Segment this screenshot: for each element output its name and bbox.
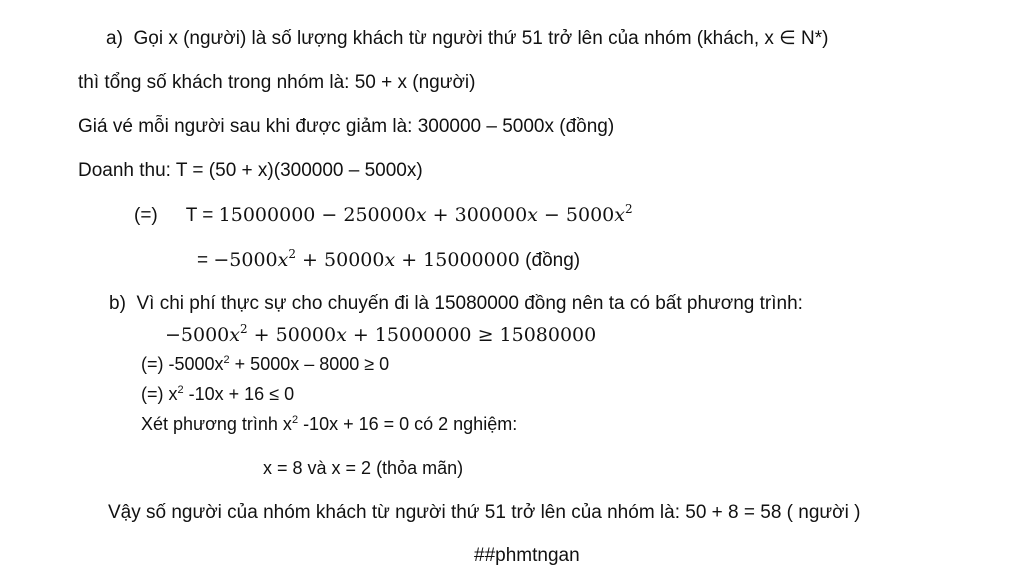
part-b-step-1: (=) $-5000x^2 + 5000x - 8000 \ge 0$	[141, 354, 390, 374]
part-a-total-line: thì tổng số khách trong nhóm là: 50 + x (người)	[78, 72, 476, 93]
part-a-step-1	[134, 203, 633, 228]
part-a-intro: Gọi x (người) là số lượng khách từ người thứ 51 trở lên của nhóm (khách, x ∈ N*)	[133, 28, 829, 49]
part-b-consider-line: Xét phương trình $x^2$ -10x + 16 = 0 có 2 nghiệm:	[141, 414, 518, 434]
part-a-label: a)	[106, 28, 123, 49]
implies-symbol: (=)	[134, 205, 158, 226]
part-b-step-2: (=) $x^2$ -10x + 16 ≤ 0	[141, 384, 295, 404]
part-b-inequality: $-5000x^2 + 50000x + 15000000 \ge 15080000$	[165, 322, 597, 346]
step-2-lhs: =	[197, 250, 214, 271]
part-a-step-2	[197, 248, 580, 273]
part-b-label: b)	[109, 293, 126, 314]
part-a-revenue-line: Doanh thu: T = (50 + x)(300000 – 5000x)	[78, 160, 423, 181]
part-a-price-line: Giá vé mỗi người sau khi được giảm là: 300000 – 5000x (đồng)	[78, 116, 615, 137]
step-2-unit: (đồng)	[519, 250, 581, 271]
part-b-line-1	[109, 292, 803, 316]
part-a-line-1	[106, 27, 828, 51]
signature: ##phmtngan	[474, 545, 580, 566]
step-1-expression: $15000000 - 250000x + 300000x - 5000x^2$	[218, 202, 633, 226]
step-1-lhs: T =	[185, 205, 219, 226]
step-2-expression: $-5000x^2 + 50000x + 15000000$	[213, 247, 520, 271]
part-b-roots: x = 8 và x = 2 (thỏa mãn)	[263, 458, 464, 478]
part-b-intro: Vì chi phí thực sự cho chuyến đi là 15080000 đồng nên ta có bất phương trình:	[136, 293, 803, 314]
conclusion-line: Vậy số người của nhóm khách từ người thứ 51 trở lên của nhóm là: 50 + 8 = 58 ( người )	[108, 502, 861, 523]
